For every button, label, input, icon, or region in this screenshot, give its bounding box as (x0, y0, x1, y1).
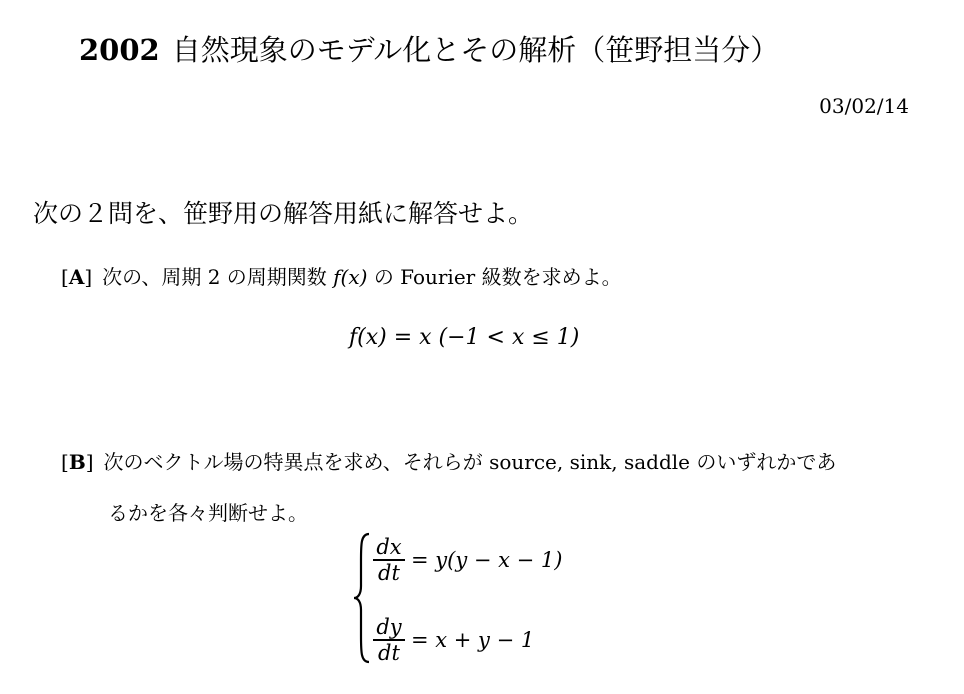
title-year: 2002 (79, 33, 160, 67)
equation-b2 (373, 615, 534, 665)
question-a-text-after: の Fourier 級数を求めよ。 (373, 265, 622, 289)
equation-b1-denominator: dt (378, 560, 400, 585)
system-brace (352, 530, 372, 666)
equation-a: f(x) = x (−1 < x ≤ 1) (349, 325, 580, 350)
equation-b1 (373, 535, 562, 585)
question-a-label: [A] (61, 265, 93, 289)
question-a-text-before: 次の、周期 2 の周期関数 (102, 265, 327, 289)
question-b-label: [B] (61, 450, 94, 474)
title-text: 自然現象のモデル化とその解析（笹野担当分） (171, 33, 780, 67)
equation-b2-numerator: dy (376, 615, 402, 639)
equation-b1-rhs: = y(y − x − 1) (411, 547, 563, 572)
document-date: 03/02/14 (819, 94, 909, 118)
equation-b2-rhs: = x + y − 1 (411, 627, 535, 652)
question-b-line1: 次のベクトル場の特異点を求め、それらが source, sink, saddle のいずれかであ (103, 450, 837, 474)
equation-b2-fraction (373, 615, 405, 665)
question-a (61, 262, 622, 292)
question-b-line2: るかを各々判断せよ。 (108, 501, 308, 525)
question-b (61, 447, 836, 477)
question-a-function: f(x) (333, 265, 368, 289)
equation-b1-fraction (373, 535, 405, 585)
document-title (79, 30, 779, 70)
equation-b2-denominator: dt (378, 640, 400, 665)
equation-b1-numerator: dx (376, 535, 402, 559)
instruction-text: 次の２問を、笹野用の解答用紙に解答せよ。 (33, 199, 534, 228)
